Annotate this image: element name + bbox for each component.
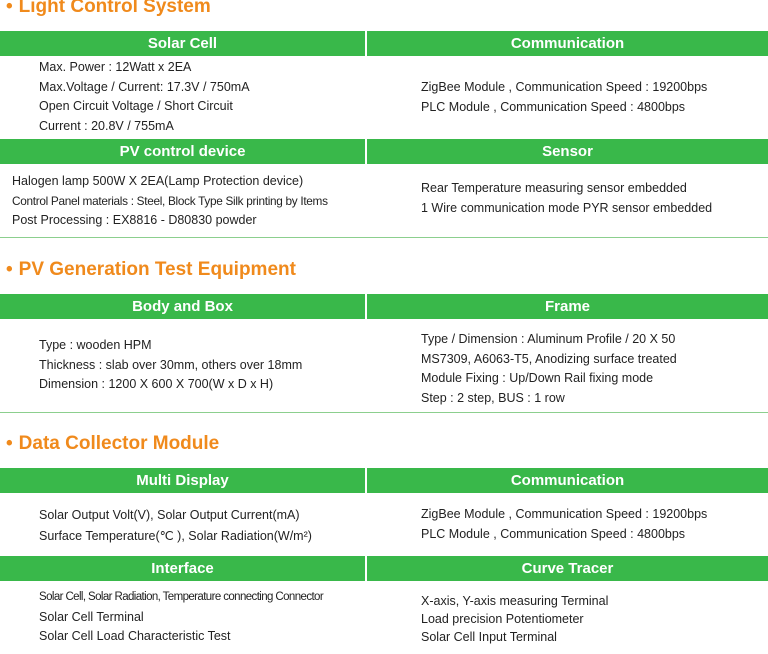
communication-specs-2: ZigBee Module , Communication Speed : 19200bps PLC Module , Communication Speed : 4800bps [421,507,708,541]
header-communication-2: Communication [367,468,768,493]
header-multi-display: Multi Display [0,468,365,493]
section-title-pv-generation: • PV Generation Test Equipment [6,259,296,280]
header-pv-control-device: PV control device [0,139,365,164]
header-communication-1: Communication [367,31,768,56]
pv-control-device-specs: Halogen lamp 500W X 2EA(Lamp Protection device) Control Panel materials : Steel, Block Type Silk printing by Items Post Processing : EX8816 - D80830 powder [12,174,328,227]
interface-specs: Solar Cell, Solar Radiation, Temperature connecting Connector Solar Cell Terminal Solar Cell Load Characteristic Test [39,591,324,643]
section-divider-2 [0,412,768,413]
section-title-data-collector: • Data Collector Module [6,433,220,454]
section-title-light-control: • Light Control System [6,0,211,17]
section-divider-1 [0,237,768,238]
header-frame: Frame [367,294,768,319]
header-body-and-box: Body and Box [0,294,365,319]
header-sensor: Sensor [367,139,768,164]
communication-specs-1: ZigBee Module , Communication Speed : 19200bps PLC Module , Communication Speed : 4800bps [421,80,708,114]
sensor-specs: Rear Temperature measuring sensor embedded 1 Wire communication mode PYR sensor embedded [421,181,713,215]
frame-specs: Type / Dimension : Aluminum Profile / 20 X 50 MS7309, A6063-T5, Anodizing surface treated Module Fixing : Up/Down Rail fixing mode Step : 2 step, BUS : 1 row [421,332,677,405]
curve-tracer-specs: X-axis, Y-axis measuring Terminal Load precision Potentiometer Solar Cell Input Terminal [421,594,609,644]
header-curve-tracer: Curve Tracer [367,556,768,581]
multi-display-specs: Solar Output Volt(V), Solar Output Current(mA) Surface Temperature(℃ ), Solar Radiation(W/m²) [39,508,312,543]
header-solar-cell: Solar Cell [0,31,365,56]
solar-cell-specs: Max. Power : 12Watt x 2EA Max.Voltage / Current: 17.3V / 750mA Open Circuit Voltage / Short Circuit Current : 20.8V / 755mA [39,60,250,133]
header-interface: Interface [0,556,365,581]
body-and-box-specs: Type : wooden HPM Thickness : slab over 30mm, others over 18mm Dimension : 1200 X 600 X 700(W x D x H) [39,338,303,391]
